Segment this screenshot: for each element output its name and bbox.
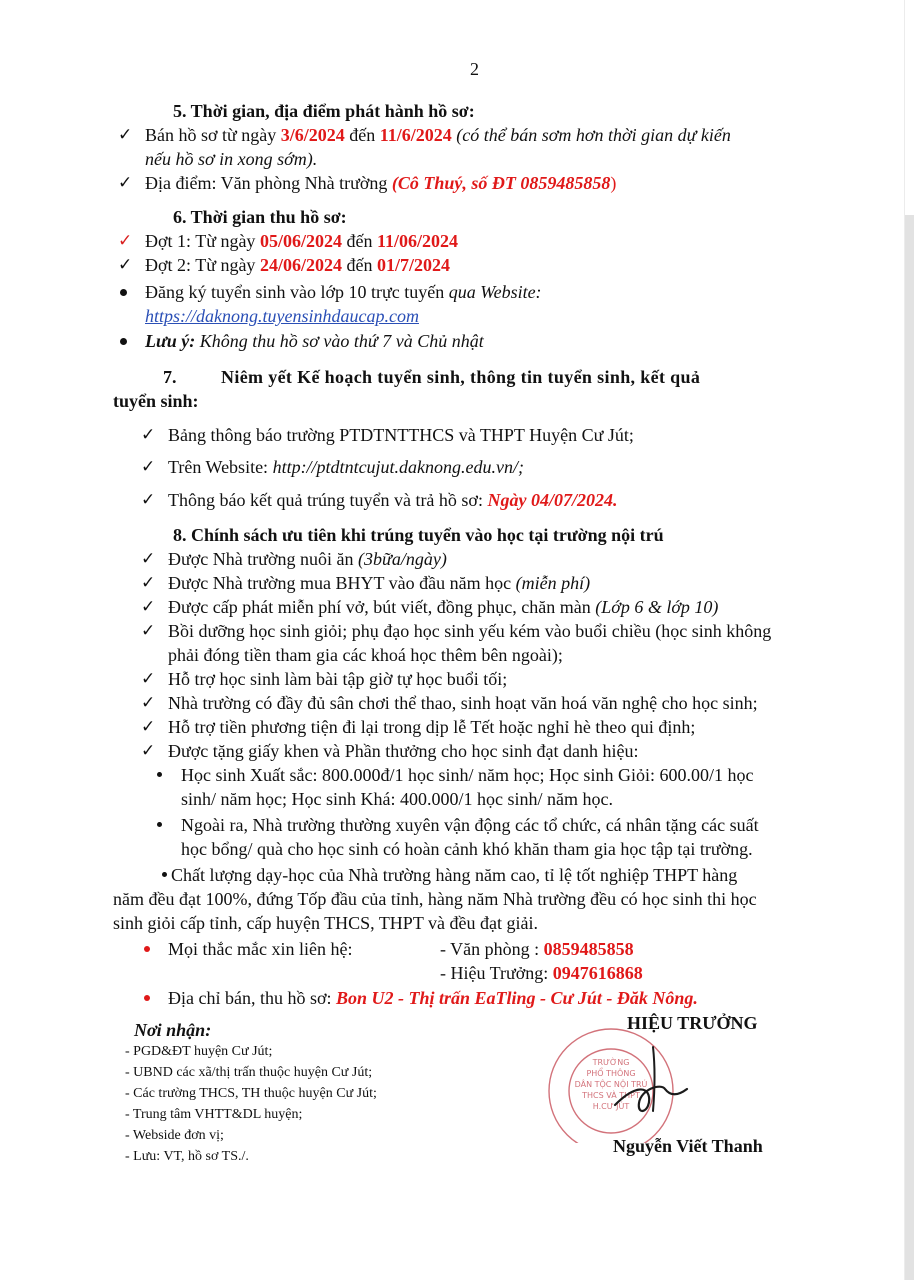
s8-scholarships-cont: học bổng/ quà cho học sinh có hoàn cảnh khó khăn tham gia học tập tại trường. [181, 839, 753, 859]
s8-item-supplies: Được cấp phát miễn phí vở, bút viết, đồng phục, chăn màn (Lớp 6 & lớp 10) [168, 597, 719, 617]
s8-item-playground: Nhà trường có đầy đủ sân chơi thể thao, sinh hoạt văn hoá văn nghệ cho học sinh; [168, 693, 758, 713]
bullet-icon [120, 289, 127, 296]
s8-award-amounts-cont: sinh/ năm học; Học sinh Khá: 400.000/1 học sinh/ năm học. [181, 789, 613, 809]
contact-address: Địa chỉ bán, thu hồ sơ: Bon U2 - Thị trấn EaTling - Cư Jút - Đăk Nông. [168, 988, 698, 1008]
bullet-icon [144, 995, 150, 1001]
bullet-icon [157, 822, 162, 827]
check-icon: ✓ [141, 621, 156, 641]
stamp-text: H.CƯ JÚT [592, 1102, 630, 1111]
quality-paragraph-line-1: Chất lượng dạy-học của Nhà trường hàng năm cao, tỉ lệ tốt nghiệp THPT hàng [171, 865, 738, 885]
page-number: 2 [470, 59, 479, 79]
bullet-icon [120, 338, 127, 345]
s8-item-awards: Được tặng giấy khen và Phần thưởng cho học sinh đạt danh hiệu: [168, 741, 639, 761]
s6-round-1: Đợt 1: Từ ngày 05/06/2024 đến 11/06/2024 [145, 231, 458, 251]
contact-principal: - Hiệu Trưởng: 0947616868 [440, 963, 643, 983]
s6-note: Lưu ý: Không thu hồ sơ vào thứ 7 và Chủ nhật [145, 331, 484, 351]
stamp-text: TRƯỜNG [592, 1058, 630, 1067]
s8-item-transport: Hỗ trợ tiền phương tiện đi lại trong dịp lễ Tết hoặc nghỉ hè theo qui định; [168, 717, 696, 737]
s7-item-board: Bảng thông báo trường PTDTNTTHCS và THPT Huyện Cư Jút; [168, 425, 634, 445]
s8-item-homework: Hỗ trợ học sinh làm bài tập giờ tự học buổi tối; [168, 669, 508, 689]
s8-item-tutoring-cont: phải đóng tiền tham gia các khoá học thêm bên ngoài); [168, 645, 563, 665]
contact-office: - Văn phòng : 0859485858 [440, 939, 634, 959]
recipient-item: - Lưu: VT, hồ sơ TS./. [125, 1149, 249, 1164]
check-icon: ✓ [141, 741, 156, 761]
check-icon: ✓ [141, 425, 156, 445]
s5-location: Địa điểm: Văn phòng Nhà trường (Cô Thuý, số ĐT 0859485858) [145, 173, 617, 193]
s8-scholarships: Ngoài ra, Nhà trường thường xuyên vận động các tổ chức, cá nhân tặng các suất [181, 815, 759, 835]
check-icon: ✓ [141, 573, 156, 593]
signature-title: HIỆU TRƯỞNG [627, 1013, 758, 1033]
check-icon: ✓ [118, 173, 133, 193]
stamp-text: DÂN TỘC NỘI TRÚ [574, 1080, 648, 1089]
check-icon: ✓ [118, 231, 133, 251]
registration-link[interactable]: https://daknong.tuyensinhdaucap.com [145, 306, 419, 326]
section-6-heading: 6. Thời gian thu hồ sơ: [173, 207, 347, 227]
section-5-heading: 5. Thời gian, địa điểm phát hành hồ sơ: [173, 101, 475, 121]
recipient-item: - Webside đơn vị; [125, 1128, 224, 1143]
s8-item-tutoring: Bồi dưỡng học sinh giỏi; phụ đạo học sinh yếu kém vào buổi chiều (học sinh không [168, 621, 772, 641]
section-7-number: 7. [163, 367, 177, 387]
recipient-item: - UBND các xã/thị trấn thuộc huyện Cư Jút; [125, 1065, 373, 1080]
section-7-heading: Niêm yết Kế hoạch tuyển sinh, thông tin tuyển sinh, kết quả [221, 367, 701, 387]
s6-online-registration: Đăng ký tuyển sinh vào lớp 10 trực tuyến qua Website: [145, 282, 542, 302]
s7-item-website: Trên Website: http://ptdtntcujut.daknong.edu.vn/; [168, 457, 525, 477]
contact-label: Mọi thắc mắc xin liên hệ: [168, 939, 353, 959]
quality-paragraph-line-2: năm đều đạt 100%, đứng Tốp đầu của tỉnh, hàng năm Nhà trường đều có học sinh thi học [113, 889, 757, 909]
check-icon: ✓ [118, 125, 133, 145]
check-icon: ✓ [141, 669, 156, 689]
check-icon: ✓ [141, 457, 156, 477]
s6-website-row [145, 305, 419, 327]
signature-scribble [653, 1047, 655, 1111]
stamp-text: THCS VÀ THPT [582, 1091, 640, 1100]
bullet-icon [157, 772, 162, 777]
s8-award-amounts: Học sinh Xuất sắc: 800.000đ/1 học sinh/ năm học; Học sinh Giỏi: 600.00/1 học [181, 765, 754, 785]
s5-sale-period: Bán hồ sơ từ ngày 3/6/2024 đến 11/6/2024 (có thể bán sơm hơn thời gian dự kiến [145, 125, 731, 145]
s5-sale-period-cont: nếu hồ sơ in xong sớm). [145, 149, 318, 169]
section-8-heading: 8. Chính sách ưu tiên khi trúng tuyển vào học tại trường nội trú [173, 525, 664, 545]
s8-item-insurance: Được Nhà trường mua BHYT vào đầu năm học (miễn phí) [168, 573, 591, 593]
s7-item-results: Thông báo kết quả trúng tuyển và trả hồ sơ: Ngày 04/07/2024. [168, 490, 618, 510]
section-7-heading-cont: tuyển sinh: [113, 391, 199, 411]
school-stamp [545, 1025, 695, 1143]
stamp-text: PHỔ THÔNG [586, 1069, 636, 1078]
check-icon: ✓ [118, 255, 133, 275]
check-icon: ✓ [141, 693, 156, 713]
bullet-icon [144, 946, 150, 952]
check-icon: ✓ [141, 717, 156, 737]
check-icon: ✓ [141, 597, 156, 617]
quality-paragraph-line-3: sinh giỏi cấp tỉnh, cấp huyện THCS, THPT và đều đạt giải. [113, 913, 538, 933]
recipient-item: - PGD&ĐT huyện Cư Jút; [125, 1044, 273, 1059]
s8-item-meals: Được Nhà trường nuôi ăn (3bữa/ngày) [168, 549, 447, 569]
bullet-icon [162, 872, 167, 877]
scrollbar[interactable] [905, 215, 914, 1280]
s6-round-2: Đợt 2: Từ ngày 24/06/2024 đến 01/7/2024 [145, 255, 450, 275]
recipient-item: - Trung tâm VHTT&DL huyện; [125, 1107, 303, 1122]
check-icon: ✓ [141, 490, 156, 510]
check-icon: ✓ [141, 549, 156, 569]
recipients-title: Nơi nhận: [134, 1020, 212, 1040]
signer-name: Nguyễn Viết Thanh [613, 1136, 763, 1156]
recipient-item: - Các trường THCS, TH thuộc huyện Cư Jút; [125, 1086, 377, 1101]
